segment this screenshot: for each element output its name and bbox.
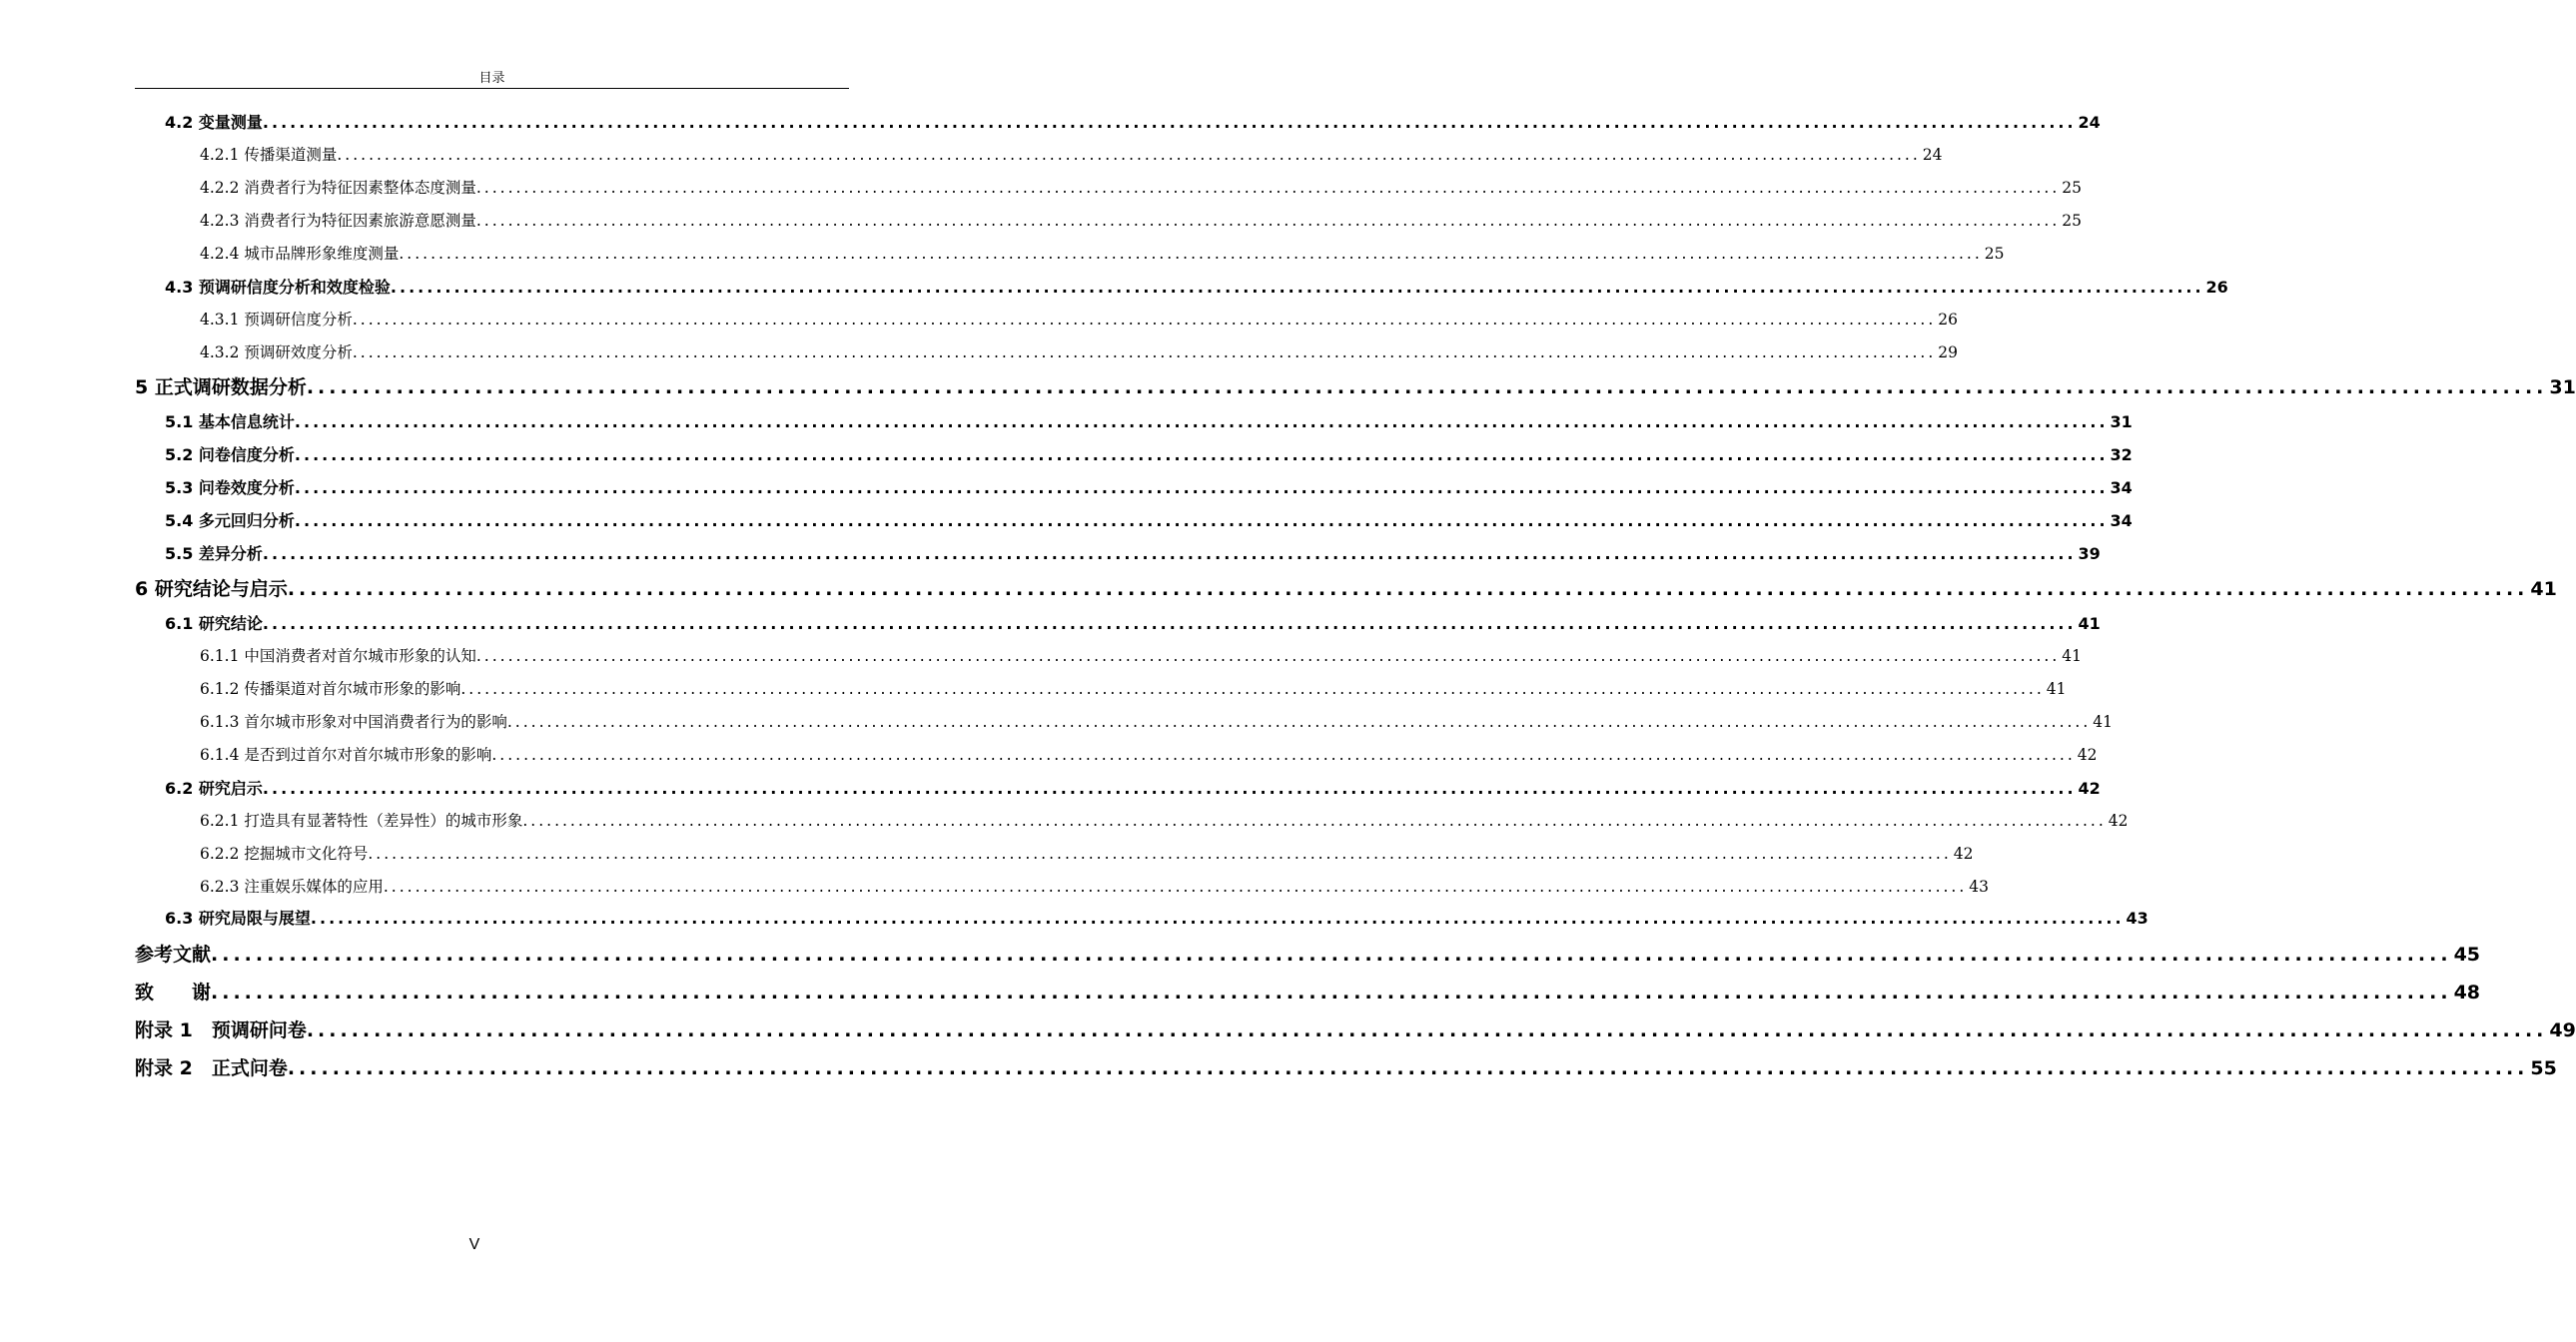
toc-entry-page: 41: [2062, 647, 2083, 665]
toc-entry-page: 31: [2110, 412, 2133, 431]
toc-entry-title: 附录 1 预调研问卷: [135, 1019, 307, 1041]
toc-entry-page: 32: [2110, 445, 2133, 464]
toc-entry-page: 26: [2205, 278, 2228, 297]
toc-entry-page: 41: [2093, 713, 2114, 731]
toc-leader-dots: ........................................................................................................................................................................................................: [310, 909, 2125, 928]
toc-leader-dots: ........................................................................................................................................................................................................: [262, 779, 2077, 798]
toc-entry[interactable]: [135, 574, 2557, 601]
toc-entry[interactable]: [200, 743, 2098, 765]
toc-entry-title: 4.2.1 传播渠道测量: [200, 146, 338, 164]
toc-entry[interactable]: [200, 176, 2083, 198]
toc-entry-page: 24: [1922, 146, 1943, 164]
toc-entry[interactable]: [135, 372, 2576, 399]
toc-entry-title: 6.1.1 中国消费者对首尔城市形象的认知: [200, 647, 476, 665]
toc-entry-page: 34: [2110, 478, 2133, 497]
toc-leader-dots: ........................................................................................................................................................................................................: [306, 376, 2548, 398]
toc-entry[interactable]: [200, 677, 2067, 699]
toc-entry-page: 45: [2453, 944, 2481, 966]
toc-leader-dots: ........................................................................................................................................................................................................: [522, 812, 2107, 830]
toc-leader-dots: ........................................................................................................................................................................................................: [475, 647, 2061, 665]
toc-entry[interactable]: [135, 1053, 2557, 1080]
toc-leader-dots: ........................................................................................................................................................................................................: [211, 982, 2452, 1004]
toc-leader-dots: ........................................................................................................................................................................................................: [368, 845, 1952, 863]
toc-entry[interactable]: [165, 776, 2101, 799]
toc-entry-title: 致 谢: [135, 982, 212, 1004]
toc-entry[interactable]: [135, 978, 2481, 1005]
toc-entry-title: 6.2.1 打造具有显著特性（差异性）的城市形象: [200, 812, 523, 830]
toc-entry-title: 4.2 变量测量: [165, 113, 263, 132]
toc-leader-dots: ........................................................................................................................................................................................................: [294, 412, 2109, 431]
toc-entry-page: 55: [2530, 1057, 2557, 1079]
toc-entry[interactable]: [165, 475, 2133, 498]
toc-entry-page: 41: [2046, 680, 2067, 698]
toc-entry-title: 4.3.1 预调研信度分析: [200, 311, 353, 329]
toc-leader-dots: ........................................................................................................................................................................................................: [491, 746, 2076, 764]
toc-entry[interactable]: [165, 508, 2133, 531]
toc-entry-title: 附录 2 正式问卷: [135, 1057, 288, 1079]
toc-leader-dots: ........................................................................................................................................................................................................: [287, 578, 2529, 600]
toc-entry[interactable]: [200, 143, 1943, 165]
toc-leader-dots: ........................................................................................................................................................................................................: [262, 614, 2077, 633]
toc-entry[interactable]: [165, 611, 2101, 634]
toc-entry[interactable]: [200, 209, 2083, 231]
toc-entry-page: 26: [1938, 311, 1959, 329]
toc-entry[interactable]: [200, 809, 2129, 831]
toc-entry-title: 6.1.4 是否到过首尔对首尔城市形象的影响: [200, 746, 492, 764]
toc-entry[interactable]: [200, 242, 2005, 264]
toc-entry-title: 参考文献: [135, 944, 212, 966]
toc-entry-title: 5.3 问卷效度分析: [165, 478, 295, 497]
toc-entry[interactable]: [200, 842, 1974, 864]
toc-entry-page: 48: [2453, 982, 2481, 1004]
toc-entry-title: 6 研究结论与启示: [135, 578, 288, 600]
toc-entry[interactable]: [200, 308, 1959, 330]
toc-leader-dots: ........................................................................................................................................................................................................: [294, 478, 2109, 497]
toc-leader-dots: ........................................................................................................................................................................................................: [352, 343, 1937, 361]
toc-entry-title: 6.1.3 首尔城市形象对中国消费者行为的影响: [200, 713, 507, 731]
toc-leader-dots: ........................................................................................................................................................................................................: [211, 944, 2452, 966]
toc-entry-title: 6.1 研究结论: [165, 614, 263, 633]
toc-entry[interactable]: [165, 541, 2101, 564]
toc-entry-title: 5.5 差异分析: [165, 544, 263, 563]
toc-entry-title: 6.2 研究启示: [165, 779, 263, 798]
toc-leader-dots: ........................................................................................................................................................................................................: [294, 511, 2109, 530]
page-header: 目录: [135, 70, 849, 89]
toc-leader-dots: ........................................................................................................................................................................................................: [475, 212, 2061, 230]
toc-entry[interactable]: [165, 409, 2133, 432]
toc-leader-dots: ........................................................................................................................................................................................................: [475, 179, 2061, 197]
toc-entry[interactable]: [135, 940, 2481, 967]
toc-leader-dots: ........................................................................................................................................................................................................: [390, 278, 2204, 297]
toc-entry[interactable]: [165, 906, 2148, 929]
toc-entry-page: 29: [1938, 343, 1959, 361]
toc-entry-title: 6.2.2 挖掘城市文化符号: [200, 845, 369, 863]
toc-leader-dots: ........................................................................................................................................................................................................: [262, 113, 2077, 132]
toc-entry-title: 4.2.3 消费者行为特征因素旅游意愿测量: [200, 212, 476, 230]
toc-entry-title: 4.3.2 预调研效度分析: [200, 343, 353, 361]
toc-entry-title: 5 正式调研数据分析: [135, 376, 307, 398]
toc-leader-dots: ........................................................................................................................................................................................................: [352, 311, 1937, 329]
toc-entry-title: 4.3 预调研信度分析和效度检验: [165, 278, 391, 297]
toc-entry-page: 41: [2530, 578, 2557, 600]
toc-entry-page: 43: [2126, 909, 2148, 928]
toc-entry[interactable]: [200, 644, 2083, 666]
toc-entry-page: 34: [2110, 511, 2133, 530]
toc-entry-page: 42: [2078, 779, 2101, 798]
toc-entry[interactable]: [200, 340, 1959, 362]
toc-entry-title: 5.1 基本信息统计: [165, 412, 295, 431]
toc-entry[interactable]: [165, 442, 2133, 465]
toc-entry-title: 5.4 多元回归分析: [165, 511, 295, 530]
toc-entry-page: 24: [2078, 113, 2101, 132]
toc-entry[interactable]: [200, 875, 1990, 897]
toc-leader-dots: ........................................................................................................................................................................................................: [399, 245, 1983, 263]
toc-entry-title: 5.2 问卷信度分析: [165, 445, 295, 464]
toc-entry-title: 6.2.3 注重娱乐媒体的应用: [200, 878, 384, 896]
toc-entry-title: 6.1.2 传播渠道对首尔城市形象的影响: [200, 680, 461, 698]
toc-entry-page: 42: [1953, 845, 1974, 863]
toc-entry-page: 31: [2549, 376, 2576, 398]
toc-entry-title: 4.2.4 城市品牌形象维度测量: [200, 245, 400, 263]
toc-entry[interactable]: [165, 110, 2101, 133]
toc-entry-page: 49: [2549, 1019, 2576, 1041]
page-number: V: [468, 1236, 480, 1253]
toc-entry-page: 42: [2077, 746, 2098, 764]
toc-entry-page: 41: [2078, 614, 2101, 633]
toc-leader-dots: ........................................................................................................................................................................................................: [262, 544, 2077, 563]
toc-leader-dots: ........................................................................................................................................................................................................: [383, 878, 1968, 896]
toc-leader-dots: ........................................................................................................................................................................................................: [460, 680, 2045, 698]
toc-leader-dots: ........................................................................................................................................................................................................: [337, 146, 1921, 164]
toc-entry-page: 25: [1984, 245, 2005, 263]
toc-leader-dots: ........................................................................................................................................................................................................: [506, 713, 2092, 731]
toc-entry[interactable]: [165, 275, 2228, 298]
toc-leader-dots: ........................................................................................................................................................................................................: [306, 1019, 2548, 1041]
toc-entry[interactable]: [135, 1015, 2576, 1042]
toc-entry-title: 4.2.2 消费者行为特征因素整体态度测量: [200, 179, 476, 197]
toc-entry-page: 39: [2078, 544, 2101, 563]
toc-entry-title: 6.3 研究局限与展望: [165, 909, 311, 928]
toc-entry[interactable]: [200, 710, 2114, 732]
toc-entry-page: 43: [1969, 878, 1990, 896]
toc-entry-page: 25: [2062, 179, 2083, 197]
toc-entry-page: 42: [2108, 812, 2129, 830]
toc-entry-page: 25: [2062, 212, 2083, 230]
toc-leader-dots: ........................................................................................................................................................................................................: [287, 1057, 2529, 1079]
toc-leader-dots: ........................................................................................................................................................................................................: [294, 445, 2109, 464]
